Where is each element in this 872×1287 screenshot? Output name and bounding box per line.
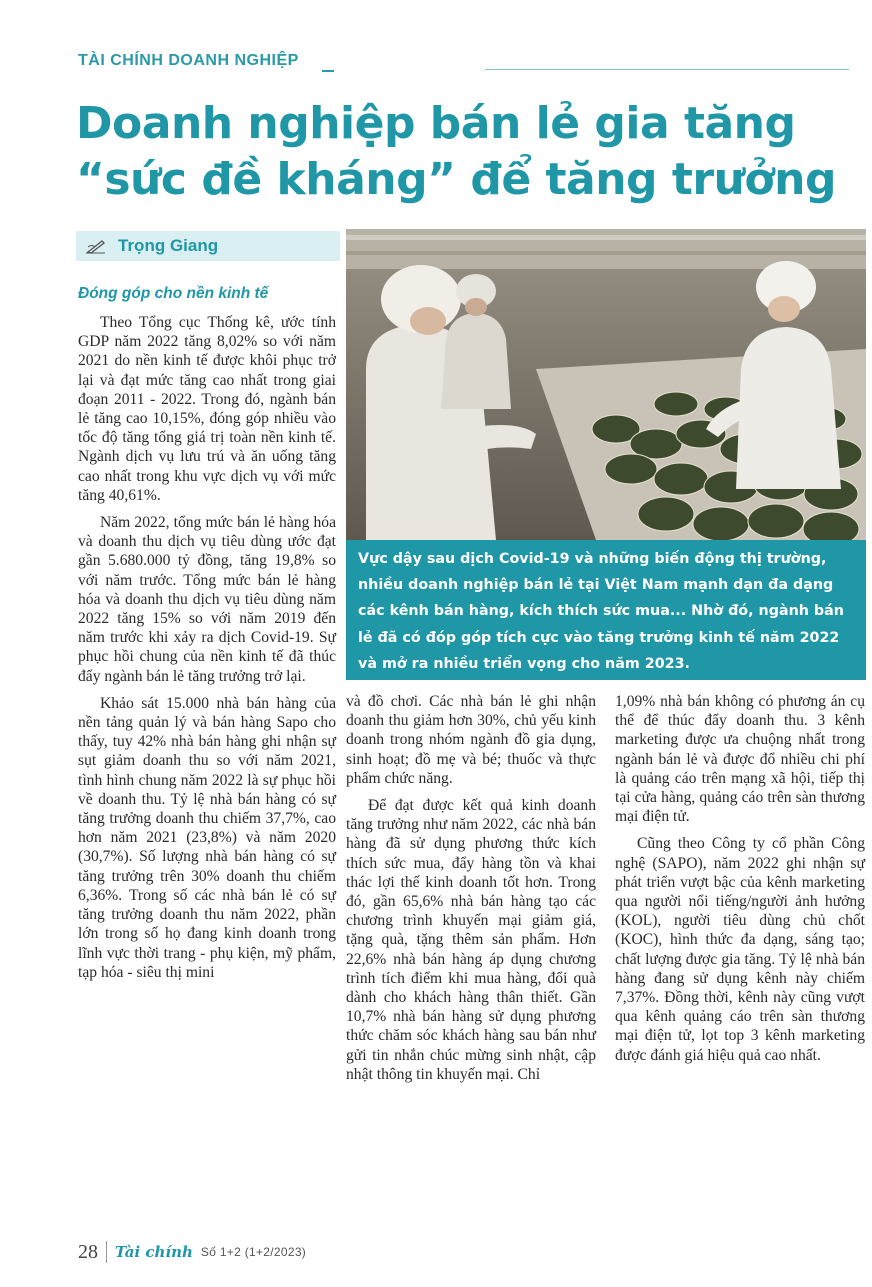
paragraph: Cũng theo Công ty cổ phần Công nghệ (SAPO), năm 2022 ghi nhận sự phát triển vượt bậc của kênh marketing qua người nổi tiếng/người ảnh hưởng (KOL), người tiêu dùng chủ chốt (KOC), hình thức đa dạng, sáng tạo; chất lượng được gia tăng. Tỷ lệ nhà bán hàng đang sử dụng kênh này chiếm 7,37%. Đồng thời, kênh này cũng vượt qua kênh quảng cáo trên sàn thương mại điện tử, lọt top 3 kênh marketing được đánh giá hiệu quả cao nhất. (615, 835, 865, 1064)
article-photo (346, 229, 866, 540)
page-number: 28 (78, 1240, 98, 1263)
paragraph: và đồ chơi. Các nhà bán lẻ ghi nhận doanh thu giảm hơn 30%, chủ yếu kinh doanh trong nhóm ngành đồ gia dụng, sinh hoạt; đồ mẹ và bé; thuốc và thực phẩm chức năng. (346, 693, 596, 787)
pen-icon (82, 236, 110, 256)
section-subheading: Đóng góp cho nền kinh tế (78, 285, 269, 302)
footer-divider (106, 1241, 107, 1263)
issue-number: Số 1+2 (1+2/2023) (200, 1245, 307, 1259)
magazine-logo: Tài chính (115, 1243, 193, 1261)
paragraph: Để đạt được kết quả kinh doanh tăng trưởng như năm 2022, các nhà bán hàng đã sử dụng phương thức kích thích sức mua, đẩy hàng tồn và khai thác lợi thế kinh doanh tốt hơn. Trong đó, gần 65,6% nhà bán hàng tạo các chương trình khuyến mại giảm giá, tặng quà, tặng thêm sản phẩm. Hơn 22,6% nhà bán hàng áp dụng chương trình tích điểm khi mua hàng, đổi quà dành cho khách hàng thân thiết. Gần 10,7% nhà bán hàng sử dụng phương thức chăm sóc khách hàng sau bán như gửi tin nhắn chúc mừng sinh nhật, cập nhật thông tin khuyến mại. Chỉ (346, 797, 596, 1083)
section-divider (322, 70, 334, 72)
section-divider-line (485, 69, 849, 70)
author-byline (76, 231, 340, 261)
section-label: TÀI CHÍNH DOANH NGHIỆP (78, 52, 299, 69)
paragraph: Khảo sát 15.000 nhà bán hàng của nền tảng quản lý và bán hàng Sapo cho thấy, tuy 42% nhà bán hàng ghi nhận sự sụt giảm doanh thu so với năm 2021, tình hình chung năm 2022 là sự phục hồi về doanh thu. Tỷ lệ nhà bán hàng có sự tăng trưởng doanh thu chiếm 37,7%, cao hơn năm 2021 (23,8%) và năm 2020 (30,7%). Số lượng nhà bán hàng có sự tăng trưởng trên 30% doanh thu chiếm 6,36%. Trong số các nhà bán lẻ có sự tăng trưởng doanh thu năm 2022, phần lớn trong số họ đang kinh doanh trong lĩnh vực thời trang - phụ kiện, mỹ phẩm, tạp hóa - siêu thị mini (78, 694, 336, 981)
paragraph: Theo Tổng cục Thống kê, ước tính GDP năm 2022 tăng 8,02% so với năm 2021 do nền kinh tế được khôi phục trở lại và đạt mức tăng cao nhất trong giai đoạn 2011 - 2022. Trong đó, ngành bán lẻ tăng cao 10,15%, đóng góp nhiều vào tốc độ tăng tổng giá trị toàn nền kinh tế. Ngành dịch vụ lưu trú và ăn uống tăng cao nhất trong khu vực dịch vụ với mức tăng 40,61%. (78, 314, 336, 504)
author-name: Trọng Giang (118, 236, 219, 255)
article-column-3 (615, 692, 865, 1192)
photo-caption: Vực dậy sau dịch Covid-19 và những biến động thị trường, nhiều doanh nghiệp bán lẻ tại Việt Nam mạnh dạn đa dạng các kênh bán hàng, kích thích sức mua... Nhờ đó, ngành bán lẻ đã có đóp góp tích cực vào tăng trưởng kinh tế năm 2022 và mở ra nhiều triển vọng cho năm 2023. (346, 540, 866, 680)
headline-line-2: “sức đề kháng” để tăng trưởng (76, 154, 836, 205)
article-column-2 (346, 692, 596, 1192)
paragraph: Năm 2022, tổng mức bán lẻ hàng hóa và doanh thu dịch vụ tiêu dùng ước đạt gần 5.680.000 tỷ đồng, tăng 19,8% so với năm trước. Tổng mức bán lẻ hàng hóa và doanh thu dịch vụ tiêu dùng năm 2022 tăng 15% so với năm 2019 đến năm trước khi xảy ra dịch Covid-19. Sự phục hồi chung của nền kinh tế đã thúc đẩy ngành bán lẻ tăng trưởng trở lại. (78, 514, 336, 685)
headline-line-1: Doanh nghiệp bán lẻ gia tăng (76, 98, 796, 149)
article-headline (76, 96, 866, 208)
page-footer (78, 1240, 306, 1264)
article-column-1 (78, 313, 336, 1193)
paragraph: 1,09% nhà bán không có phương án cụ thể để thúc đẩy doanh thu. 3 kênh marketing được ưa chuộng nhất trong ngành bán lẻ và được đổ nhiều chi phí là quảng cáo trên mạng xã hội, tiếp thị tại cửa hàng, quảng cáo trên sàn thương mại điện tử. (615, 693, 865, 826)
